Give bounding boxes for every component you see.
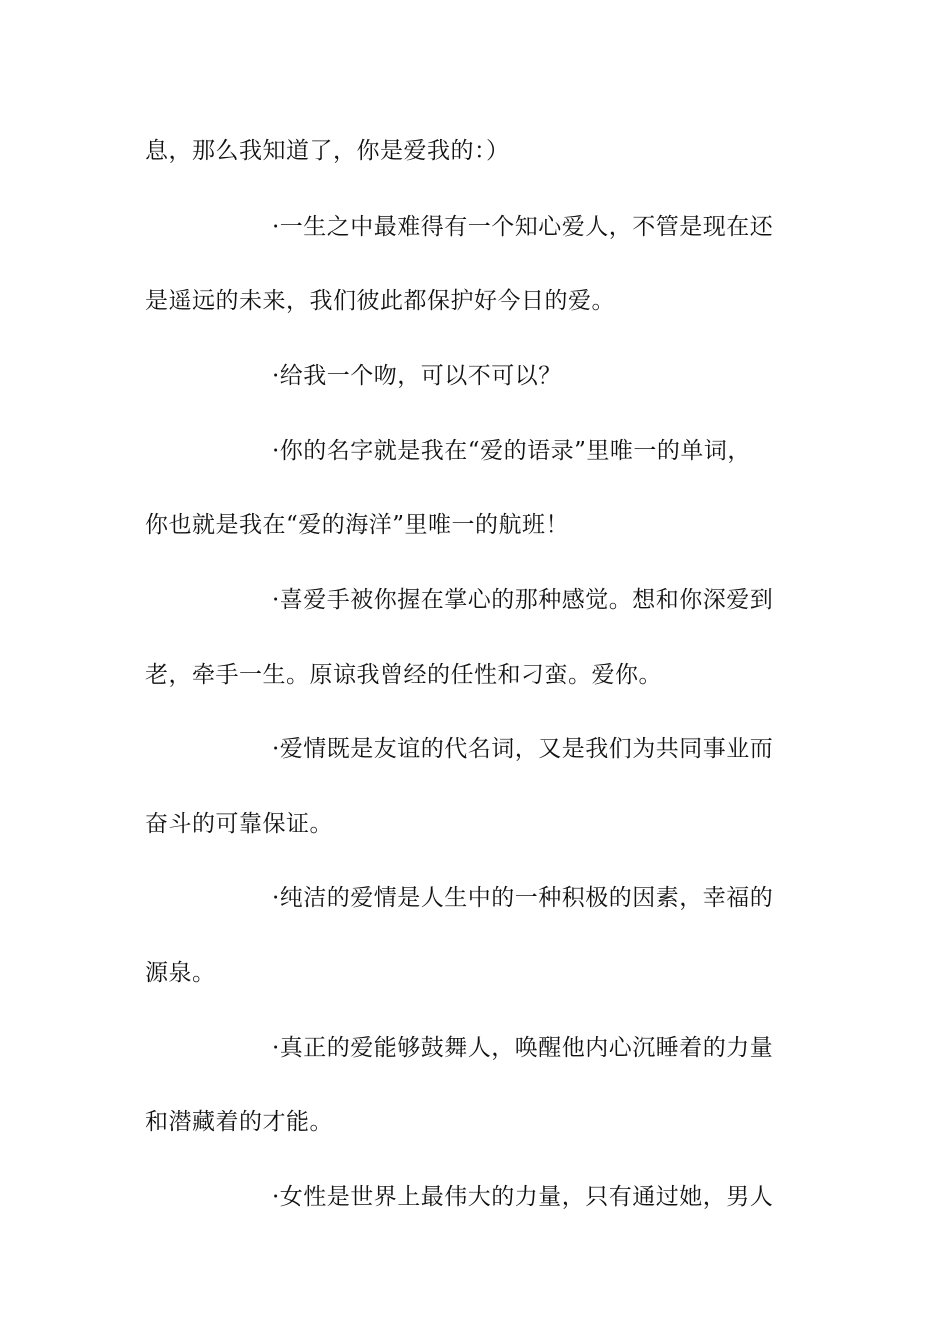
- bullet-line: ·喜爱手被你握在掌心的那种感觉。想和你深爱到: [272, 587, 774, 613]
- text-line: 和潜藏着的才能。: [145, 1109, 333, 1135]
- text-line: 息，那么我知道了，你是爱我的：）: [145, 138, 510, 164]
- text-line: 源泉。: [145, 960, 216, 986]
- text-line: 是遥远的未来，我们彼此都保护好今日的爱。: [145, 288, 615, 314]
- text-line: 你也就是我在“爱的海洋”里唯一的航班！: [145, 512, 570, 538]
- bullet-line: ·纯洁的爱情是人生中的一种积极的因素，幸福的: [272, 885, 774, 911]
- text-line: 奋斗的可靠保证。: [145, 811, 333, 837]
- bullet-line: ·给我一个吻，可以不可以？: [272, 363, 562, 389]
- bullet-line: ·你的名字就是我在“爱的语录”里唯一的单词，: [272, 438, 751, 464]
- text-line: 老，牵手一生。原谅我曾经的任性和刁蛮。爱你。: [145, 662, 662, 688]
- bullet-line: ·女性是世界上最伟大的力量，只有通过她，男人: [272, 1184, 774, 1210]
- bullet-line: ·爱情既是友谊的代名词，又是我们为共同事业而: [272, 736, 774, 762]
- bullet-line: ·真正的爱能够鼓舞人，唤醒他内心沉睡着的力量: [272, 1035, 774, 1061]
- bullet-line: ·一生之中最难得有一个知心爱人，不管是现在还: [272, 214, 774, 240]
